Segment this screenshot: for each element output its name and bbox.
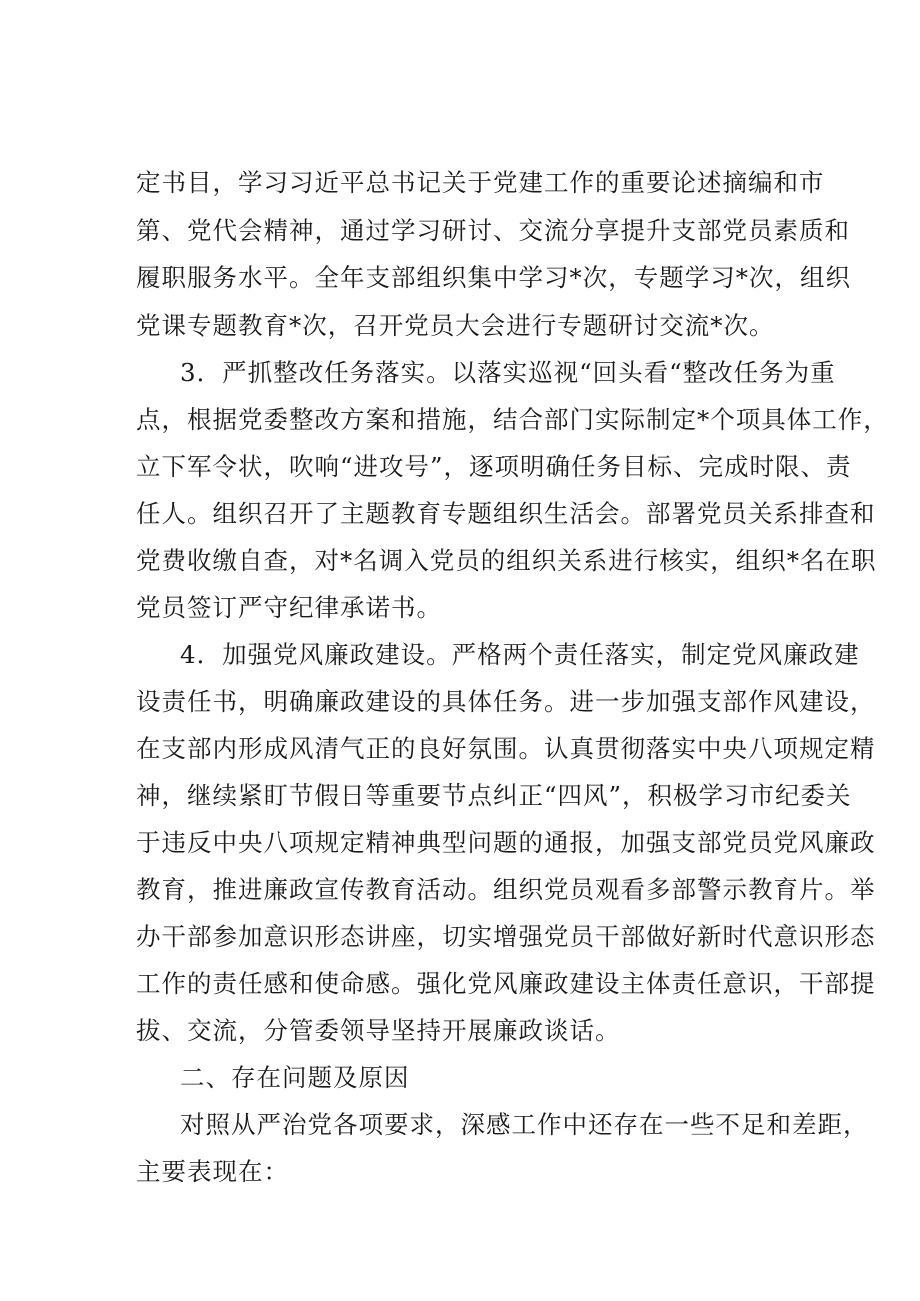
section-heading: 二、存在问题及原因 — [180, 1063, 410, 1092]
text-line: 任人。组织召开了主题教育专题组织生活会。部署党员关系排查和 — [136, 499, 876, 528]
text-line: 教育，推进廉政宣传教育活动。组织党员观看多部警示教育片。举 — [136, 875, 876, 904]
text-line: 拔、交流，分管委领导坚持开展廉政谈话。 — [136, 1016, 621, 1045]
text-line: 在支部内形成风清气正的良好氛围。认真贯彻落实中央八项规定精 — [136, 734, 876, 763]
text-line: 第、党代会精神，通过学习研讨、交流分享提升支部党员素质和 — [136, 216, 850, 245]
text-line: 对照从严治党各项要求，深感工作中还存在一些不足和差距， — [180, 1110, 869, 1139]
text-line: 定书目，学习习近平总书记关于党建工作的重要论述摘编和市 — [136, 168, 825, 197]
text-line: 履职服务水平。全年支部组织集中学习*次，专题学习*次，组织 — [136, 263, 851, 292]
text-line: 党课专题教育*次，召开党员大会进行专题研讨交流*次。 — [136, 311, 775, 340]
text-line: 于违反中央八项规定精神典型问题的通报，加强支部党员党风廉政 — [136, 828, 876, 857]
text-line: 3．严抓整改任务落实。以落实巡视“回头看“整改任务为重 — [180, 358, 836, 387]
text-line: 党员签订严守纪律承诺书。 — [136, 593, 442, 622]
text-line: 党费收缴自查，对*名调入党员的组织关系进行核实，组织*名在职 — [136, 546, 877, 575]
text-line: 神，继续紧盯节假日等重要节点纠正“四风”，积极学习市纪委关 — [136, 781, 852, 810]
text-line: 办干部参加意识形态讲座，切实增强党员干部做好新时代意识形态 — [136, 922, 876, 951]
text-line: 主要表现在： — [136, 1157, 289, 1186]
text-line: 工作的责任感和使命感。强化党风廉政建设主体责任意识，干部提 — [136, 969, 876, 998]
text-line: 4．加强党风廉政建设。严格两个责任落实，制定党风廉政建 — [180, 640, 860, 669]
text-line: 点，根据党委整改方案和措施，结合部门实际制定*个项具体工作， — [136, 405, 889, 434]
text-line: 设责任书，明确廉政建设的具体任务。进一步加强支部作风建设， — [136, 687, 876, 716]
text-line: 立下军令状，吹响“进攻号”，逐项明确任务目标、完成时限、责 — [136, 452, 852, 481]
